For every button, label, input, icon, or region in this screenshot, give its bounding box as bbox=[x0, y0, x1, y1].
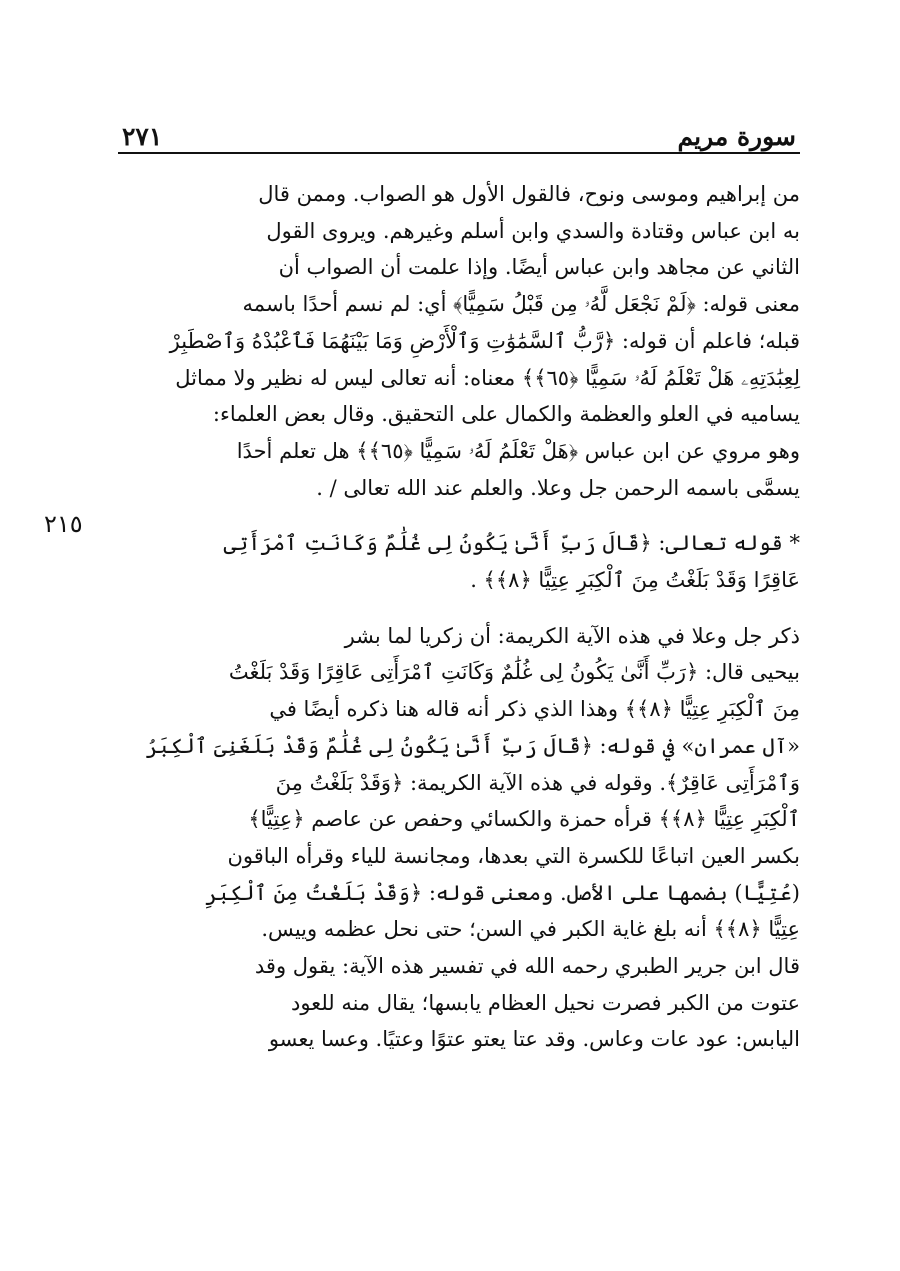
text-line: بيحيى قال: ﴿رَبِّ أَنَّىٰ يَكُونُ لِى غُلَٰمٌ وَكَانَتِ ٱمْرَأَتِى عَاقِرًا وَقَدْ بَلَغْتُ bbox=[228, 660, 800, 685]
text-line: ٱلْكِبَرِ عِتِيًّا ﴿٨﴾﴾ قرأه حمزة والكسائي وحفص عن عاصم ﴿عِتِيًّا﴾ bbox=[248, 807, 800, 832]
text-line: بكسر العين اتباعًا للكسرة التي بعدها، ومجانسة للياء وقرأه الباقون bbox=[227, 843, 800, 868]
text-line: (عُتِيًّا) بضمها على الأصل. ومعنى قوله: ﴿وَقَدْ بَلَغْتُ مِنَ ٱلْكِبَرِ bbox=[205, 880, 800, 905]
text-line: لِعِبَٰدَتِهِۦ هَلْ تَعْلَمُ لَهُۥ سَمِيًّا ﴿٦٥﴾﴾ معناه: أنه تعالى ليس له نظير ولا مماثل bbox=[175, 365, 800, 390]
text-line: يسمَّى باسمه الرحمن جل وعلا. والعلم عند الله تعالى / . bbox=[316, 475, 800, 500]
text-line: عتوت من الكبر فصرت نحيل العظام يابسها؛ يقال منه للعود bbox=[290, 990, 800, 1015]
text-line: * قوله تعالى: ﴿قَالَ رَبِّ أَنَّىٰ يَكُونُ لِى غُلَٰمٌ وَكَانَتِ ٱمْرَأَتِى bbox=[223, 531, 800, 556]
text-line: عِتِيًّا ﴿٨﴾﴾ أنه بلغ غاية الكبر في السن؛ حتى نحل عظمه وييس. bbox=[261, 917, 800, 942]
page-header bbox=[118, 112, 800, 154]
text-line: «آل عمران» في قوله: ﴿قَالَ رَبِّ أَنَّىٰ يَكُونُ لِى غُلَٰمٌ وَقَدْ بَلَغَنِىَ ٱلْكِبَرُ bbox=[145, 733, 800, 758]
text-line: مِنَ ٱلْكِبَرِ عِتِيًّا ﴿٨﴾﴾ وهذا الذي ذكر أنه قاله هنا ذكره أيضًا في bbox=[269, 697, 800, 722]
running-title: سورة مريم bbox=[677, 122, 796, 151]
book-page bbox=[118, 112, 800, 1058]
page-body bbox=[118, 176, 800, 1058]
text-line: وَٱمْرَأَتِى عَاقِرٌ﴾. وقوله في هذه الآية الكريمة: ﴿وَقَدْ بَلَغْتُ مِنَ bbox=[275, 770, 800, 795]
verse-heading-paragraph bbox=[118, 525, 800, 598]
text-line: به ابن عباس وقتادة والسدي وابن أسلم وغيرهم. ويروى القول bbox=[266, 218, 800, 243]
text-line: معنى قوله: ﴿لَمْ نَجْعَل لَّهُۥ مِن قَبْلُ سَمِيًّا﴾ أي: لم نسم أحدًا باسمه bbox=[242, 292, 800, 317]
text-line: يساميه في العلو والعظمة والكمال على التحقيق. وقال بعض العلماء: bbox=[212, 402, 800, 427]
paragraph bbox=[118, 176, 800, 506]
text-line: ذكر جل وعلا في هذه الآية الكريمة: أن زكريا لما بشر bbox=[344, 623, 800, 648]
text-line: عَاقِرًا وَقَدْ بَلَغْتُ مِنَ ٱلْكِبَرِ عِتِيًّا ﴿٨﴾﴾ . bbox=[470, 568, 800, 593]
text-line: الثاني عن مجاهد وابن عباس أيضًا. وإذا علمت أن الصواب أن bbox=[278, 255, 800, 280]
paragraph bbox=[118, 618, 800, 1058]
text-line: قال ابن جرير الطبري رحمه الله في تفسير هذه الآية: يقول وقد bbox=[254, 954, 800, 979]
text-line: قبله؛ فاعلم أن قوله: ﴿رَّبُّ ٱلسَّمَٰوَٰتِ وَٱلْأَرْضِ وَمَا بَيْنَهُمَا فَٱعْبُدْهُ وَٱصْطَبِرْ bbox=[169, 328, 800, 353]
text-line: من إبراهيم وموسى ونوح، فالقول الأول هو الصواب. وممن قال bbox=[258, 182, 800, 206]
text-line: اليابس: عود عات وعاس. وقد عتا يعتو عتوًا وعتيًا. وعسا يعسو bbox=[268, 1027, 800, 1052]
margin-page-reference: ٢١٥ bbox=[44, 510, 83, 538]
text-line: وهو مروي عن ابن عباس ﴿هَلْ تَعْلَمُ لَهُۥ سَمِيًّا ﴿٦٥﴾﴾ هل تعلم أحدًا bbox=[236, 438, 800, 463]
page-number: ٢٧١ bbox=[122, 122, 163, 151]
